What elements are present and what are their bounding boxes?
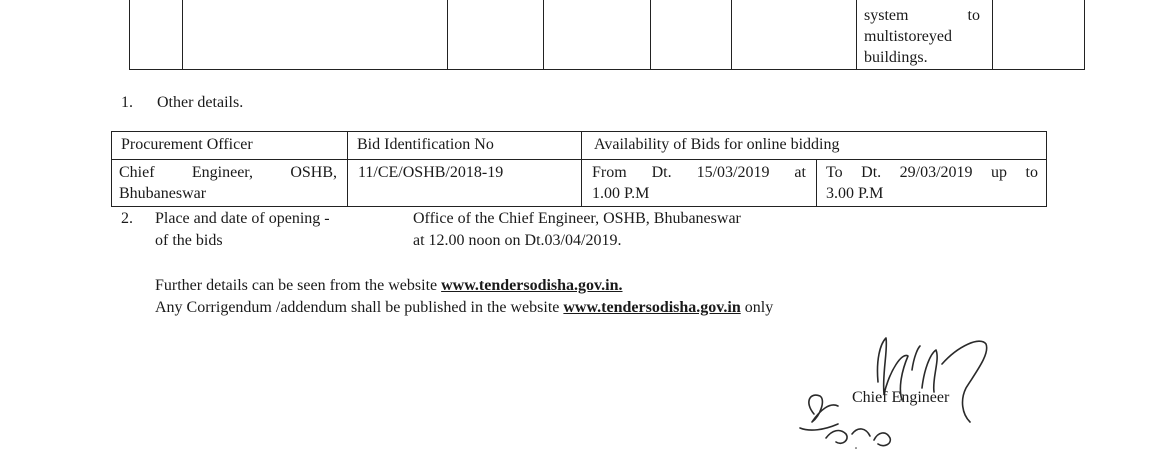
header-availability: Availability of Bids for online bidding <box>594 136 840 153</box>
other-details-table <box>111 131 1047 207</box>
header-bid-identification: Bid Identification No <box>357 136 494 153</box>
corrigendum-note <box>155 297 773 319</box>
header-divider <box>112 159 1046 160</box>
cell-line: 1.00 P.M <box>592 185 650 202</box>
section-number: 1. <box>121 94 133 111</box>
cell-word: 29/03/2019 <box>899 164 973 181</box>
table-column-divider <box>650 0 651 69</box>
cell-availability-to <box>826 162 1038 204</box>
cell-procurement-officer <box>119 162 337 204</box>
cell-line: buildings. <box>864 49 928 66</box>
table-column-divider <box>992 0 993 69</box>
cell-word: To <box>826 164 843 181</box>
cell-word: to <box>967 7 980 24</box>
opening-number: 2. <box>121 210 133 227</box>
signatory-title: Chief Engineer <box>852 389 950 406</box>
cell-word: From <box>592 164 627 181</box>
website-link[interactable]: www.tendersodisha.gov.in <box>563 299 741 316</box>
further-details-note <box>155 275 623 297</box>
cell-word: Dt. <box>651 164 672 181</box>
note-suffix: only <box>740 299 774 316</box>
cell-word: up <box>991 164 1008 181</box>
column-divider <box>347 132 348 206</box>
opening-label-line2: of the bids <box>155 232 223 249</box>
website-link[interactable]: www.tendersodisha.gov.in. <box>441 277 623 294</box>
opening-value-line1: Office of the Chief Engineer, OSHB, Bhubaneswar <box>413 210 741 227</box>
cell-line: 3.00 P.M <box>826 185 884 202</box>
cell-word: system <box>864 7 909 24</box>
cell-line: Bhubaneswar <box>119 185 207 202</box>
table-column-divider <box>447 0 448 69</box>
opening-value-line2: at 12.00 noon on Dt.03/04/2019. <box>413 232 622 249</box>
cell-word: Engineer, <box>191 164 253 181</box>
cell-word: at <box>794 164 806 181</box>
cell-word: Dt. <box>861 164 882 181</box>
cell-availability-from <box>592 162 806 204</box>
table-column-divider <box>543 0 544 69</box>
cell-word: OSHB, <box>290 164 337 181</box>
table-column-divider <box>731 0 732 69</box>
column-divider <box>816 159 817 206</box>
cell-word: to <box>1025 164 1038 181</box>
header-procurement-officer: Procurement Officer <box>121 136 253 153</box>
cut-off-text-line <box>866 0 976 2</box>
table-column-divider <box>182 0 183 69</box>
note-text: Any Corrigendum /addendum shall be published in the website <box>155 299 564 316</box>
section-heading <box>121 94 243 112</box>
table-column-divider <box>856 0 857 69</box>
cell-bid-identification: 11/CE/OSHB/2018-19 <box>358 164 504 181</box>
section-title: Other details. <box>157 94 244 111</box>
note-text: Further details can be seen from the website <box>155 277 442 294</box>
table-cell-description <box>864 5 982 68</box>
column-divider <box>581 132 582 206</box>
cell-line: multistoreyed <box>864 28 952 45</box>
opening-label-line1: Place and date of opening - <box>155 210 330 227</box>
cell-word: Chief <box>119 164 155 181</box>
cell-word: 15/03/2019 <box>696 164 770 181</box>
